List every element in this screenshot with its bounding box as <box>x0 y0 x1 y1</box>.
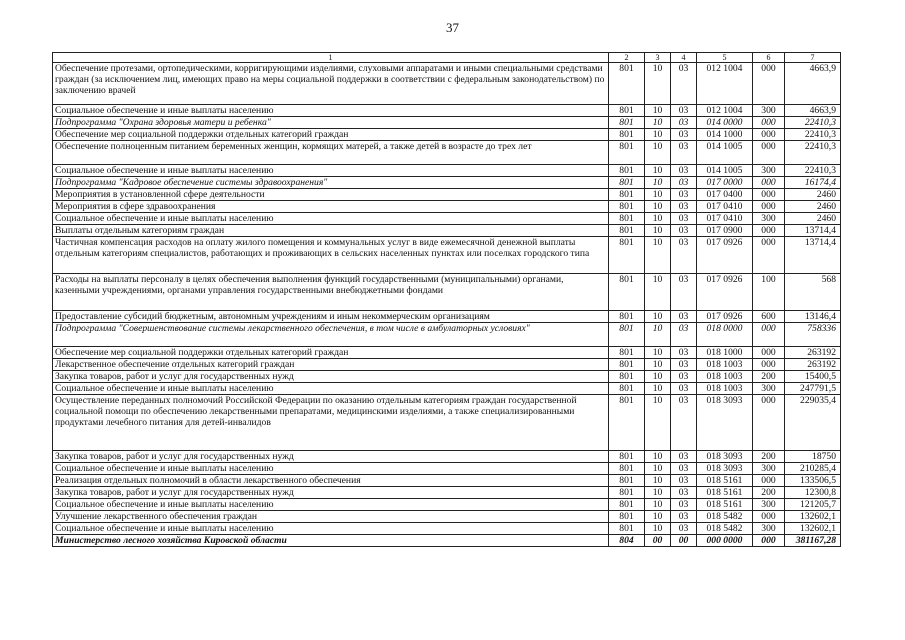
section-cell: 10 <box>645 371 671 383</box>
row-name-cell: Социальное обеспечение и иные выплаты населению <box>53 213 609 225</box>
expense-type-cell: 000 <box>753 63 785 105</box>
amount-cell: 13714,4 <box>785 225 841 237</box>
expense-type-cell: 300 <box>753 463 785 475</box>
page-number: 37 <box>446 20 459 35</box>
amount-cell: 4663,9 <box>785 63 841 105</box>
amount-cell: 22410,3 <box>785 129 841 141</box>
target-article-cell: 017 0926 <box>697 311 753 323</box>
subsection-cell: 03 <box>671 499 697 511</box>
target-article-cell: 018 1000 <box>697 347 753 359</box>
row-name-cell: Лекарственное обеспечение отдельных категорий граждан <box>53 359 609 371</box>
table-row <box>53 141 841 165</box>
column-number: 2 <box>609 53 645 63</box>
column-number: 7 <box>785 53 841 63</box>
table-row <box>53 371 841 383</box>
expense-type-cell: 000 <box>753 511 785 523</box>
target-article-cell: 017 0410 <box>697 213 753 225</box>
table-row <box>53 323 841 347</box>
expense-type-cell: 000 <box>753 141 785 165</box>
expense-type-cell: 300 <box>753 105 785 117</box>
amount-cell: 132602,1 <box>785 511 841 523</box>
expense-type-cell: 600 <box>753 311 785 323</box>
section-cell: 10 <box>645 189 671 201</box>
subsection-cell: 03 <box>671 311 697 323</box>
expense-type-cell: 000 <box>753 323 785 347</box>
amount-cell: 121205,7 <box>785 499 841 511</box>
row-name-cell: Улучшение лекарственного обеспечения граждан <box>53 511 609 523</box>
table-row <box>53 451 841 463</box>
amount-cell: 15400,5 <box>785 371 841 383</box>
amount-cell: 22410,3 <box>785 165 841 177</box>
expense-type-cell: 000 <box>753 117 785 129</box>
amount-cell: 4663,9 <box>785 105 841 117</box>
expense-type-cell: 200 <box>753 487 785 499</box>
row-name-cell: Закупка товаров, работ и услуг для государственных нужд <box>53 371 609 383</box>
target-article-cell: 018 5482 <box>697 523 753 535</box>
section-cell: 10 <box>645 165 671 177</box>
row-name-cell: Социальное обеспечение и иные выплаты населению <box>53 105 609 117</box>
code-cell: 801 <box>609 323 645 347</box>
target-article-cell: 014 1005 <box>697 165 753 177</box>
expense-type-cell: 000 <box>753 535 785 547</box>
section-cell: 10 <box>645 225 671 237</box>
code-cell: 801 <box>609 475 645 487</box>
code-cell: 801 <box>609 359 645 371</box>
section-cell: 10 <box>645 117 671 129</box>
target-article-cell: 012 1004 <box>697 105 753 117</box>
row-name-cell: Подпрограмма "Совершенствование системы лекарственного обеспечения, в том числе в амбулаторных условиях" <box>53 323 609 347</box>
row-name-cell: Закупка товаров, работ и услуг для государственных нужд <box>53 451 609 463</box>
target-article-cell: 017 0926 <box>697 274 753 311</box>
amount-cell: 13146,4 <box>785 311 841 323</box>
row-name-cell: Частичная компенсация расходов на оплату жилого помещения и коммунальных услуг в виде ежемесячной денежной выплаты отдельным категориям специалистов, работающих и проживающих в сельских населенных пунктах или поселках городского типа <box>53 237 609 274</box>
row-name-cell: Обеспечение мер социальной поддержки отдельных категорий граждан <box>53 347 609 359</box>
section-cell: 10 <box>645 311 671 323</box>
section-cell: 10 <box>645 487 671 499</box>
expense-type-cell: 200 <box>753 371 785 383</box>
table-row <box>53 117 841 129</box>
code-cell: 801 <box>609 63 645 105</box>
row-name-cell: Подпрограмма "Охрана здоровья матери и ребенка" <box>53 117 609 129</box>
section-cell: 10 <box>645 463 671 475</box>
target-article-cell: 018 5161 <box>697 499 753 511</box>
table-row <box>53 463 841 475</box>
table-row <box>53 225 841 237</box>
section-cell: 10 <box>645 213 671 225</box>
subsection-cell: 03 <box>671 105 697 117</box>
column-number: 6 <box>753 53 785 63</box>
table-row <box>53 311 841 323</box>
target-article-cell: 018 3093 <box>697 395 753 451</box>
table-row <box>53 475 841 487</box>
subsection-cell: 03 <box>671 201 697 213</box>
amount-cell: 18750 <box>785 451 841 463</box>
expense-type-cell: 000 <box>753 475 785 487</box>
subsection-cell: 03 <box>671 213 697 225</box>
subsection-cell: 03 <box>671 371 697 383</box>
table-row <box>53 274 841 311</box>
section-cell: 10 <box>645 177 671 189</box>
target-article-cell: 018 3093 <box>697 451 753 463</box>
section-cell: 10 <box>645 201 671 213</box>
table-row <box>53 523 841 535</box>
row-name-cell: Социальное обеспечение и иные выплаты населению <box>53 523 609 535</box>
table-row <box>53 395 841 451</box>
table-row <box>53 213 841 225</box>
target-article-cell: 014 1005 <box>697 141 753 165</box>
subsection-cell: 03 <box>671 523 697 535</box>
amount-cell: 2460 <box>785 189 841 201</box>
section-cell: 10 <box>645 383 671 395</box>
amount-cell: 22410,3 <box>785 117 841 129</box>
section-cell: 10 <box>645 141 671 165</box>
row-name-cell: Социальное обеспечение и иные выплаты населению <box>53 499 609 511</box>
subsection-cell: 03 <box>671 189 697 201</box>
section-cell: 10 <box>645 395 671 451</box>
section-cell: 10 <box>645 274 671 311</box>
table-row <box>53 189 841 201</box>
column-number: 3 <box>645 53 671 63</box>
code-cell: 801 <box>609 213 645 225</box>
section-cell: 10 <box>645 105 671 117</box>
subsection-cell: 03 <box>671 117 697 129</box>
row-name-cell: Закупка товаров, работ и услуг для государственных нужд <box>53 487 609 499</box>
section-cell: 10 <box>645 451 671 463</box>
amount-cell: 12300,8 <box>785 487 841 499</box>
row-name-cell: Министерство лесного хозяйства Кировской области <box>53 535 609 547</box>
section-cell: 10 <box>645 499 671 511</box>
subsection-cell: 03 <box>671 451 697 463</box>
row-name-cell: Обеспечение протезами, ортопедическими, корригирующими изделиями, слуховыми аппаратами и иными специальными средствами граждан (за исключением лиц, имеющих право на меры социальной поддержки в соответствии с федеральным законодательством) по заключению врачей <box>53 63 609 105</box>
code-cell: 801 <box>609 523 645 535</box>
expense-type-cell: 300 <box>753 499 785 511</box>
code-cell: 801 <box>609 165 645 177</box>
row-name-cell: Социальное обеспечение и иные выплаты населению <box>53 383 609 395</box>
row-name-cell: Обеспечение мер социальной поддержки отдельных категорий граждан <box>53 129 609 141</box>
amount-cell: 13714,4 <box>785 237 841 274</box>
target-article-cell: 017 0410 <box>697 201 753 213</box>
target-article-cell: 014 0000 <box>697 117 753 129</box>
target-article-cell: 018 1003 <box>697 359 753 371</box>
target-article-cell: 018 1003 <box>697 371 753 383</box>
target-article-cell: 018 3093 <box>697 463 753 475</box>
code-cell: 801 <box>609 487 645 499</box>
subsection-cell: 03 <box>671 463 697 475</box>
table-row <box>53 499 841 511</box>
section-cell: 10 <box>645 359 671 371</box>
budget-table <box>52 52 841 547</box>
code-cell: 801 <box>609 177 645 189</box>
subsection-cell: 03 <box>671 63 697 105</box>
subsection-cell: 03 <box>671 383 697 395</box>
target-article-cell: 018 5161 <box>697 475 753 487</box>
subsection-cell: 03 <box>671 395 697 451</box>
code-cell: 801 <box>609 141 645 165</box>
expense-type-cell: 300 <box>753 165 785 177</box>
table-row <box>53 487 841 499</box>
target-article-cell: 018 0000 <box>697 323 753 347</box>
row-name-cell: Предоставление субсидий бюджетным, автономным учреждениям и иным некоммерческим организациям <box>53 311 609 323</box>
code-cell: 801 <box>609 105 645 117</box>
subsection-cell: 03 <box>671 475 697 487</box>
code-cell: 801 <box>609 371 645 383</box>
section-cell: 10 <box>645 511 671 523</box>
target-article-cell: 014 1000 <box>697 129 753 141</box>
subsection-cell: 03 <box>671 165 697 177</box>
target-article-cell: 012 1004 <box>697 63 753 105</box>
target-article-cell: 018 5161 <box>697 487 753 499</box>
code-cell: 801 <box>609 189 645 201</box>
table-row <box>53 347 841 359</box>
column-number: 5 <box>697 53 753 63</box>
amount-cell: 381167,28 <box>785 535 841 547</box>
subsection-cell: 03 <box>671 359 697 371</box>
subsection-cell: 03 <box>671 347 697 359</box>
target-article-cell: 018 5482 <box>697 511 753 523</box>
expense-type-cell: 000 <box>753 395 785 451</box>
table-row <box>53 383 841 395</box>
amount-cell: 16174,4 <box>785 177 841 189</box>
table-row <box>53 237 841 274</box>
subsection-cell: 03 <box>671 225 697 237</box>
code-cell: 801 <box>609 463 645 475</box>
subsection-cell: 03 <box>671 237 697 274</box>
target-article-cell: 018 1003 <box>697 383 753 395</box>
code-cell: 801 <box>609 347 645 359</box>
amount-cell: 263192 <box>785 347 841 359</box>
column-number-row <box>53 53 841 63</box>
table-row <box>53 165 841 177</box>
subsection-cell: 00 <box>671 535 697 547</box>
amount-cell: 568 <box>785 274 841 311</box>
expense-type-cell: 000 <box>753 359 785 371</box>
code-cell: 801 <box>609 451 645 463</box>
code-cell: 801 <box>609 117 645 129</box>
target-article-cell: 017 0926 <box>697 237 753 274</box>
table-row <box>53 201 841 213</box>
code-cell: 801 <box>609 383 645 395</box>
expense-type-cell: 300 <box>753 523 785 535</box>
amount-cell: 758336 <box>785 323 841 347</box>
code-cell: 801 <box>609 395 645 451</box>
expense-type-cell: 200 <box>753 451 785 463</box>
expense-type-cell: 000 <box>753 177 785 189</box>
subsection-cell: 03 <box>671 487 697 499</box>
amount-cell: 22410,3 <box>785 141 841 165</box>
row-name-cell: Мероприятия в сфере здравоохранения <box>53 201 609 213</box>
section-cell: 10 <box>645 347 671 359</box>
target-article-cell: 017 0400 <box>697 189 753 201</box>
code-cell: 801 <box>609 274 645 311</box>
expense-type-cell: 300 <box>753 213 785 225</box>
amount-cell: 2460 <box>785 213 841 225</box>
target-article-cell: 017 0900 <box>697 225 753 237</box>
expense-type-cell: 300 <box>753 383 785 395</box>
section-cell: 10 <box>645 237 671 274</box>
code-cell: 801 <box>609 129 645 141</box>
expense-type-cell: 000 <box>753 201 785 213</box>
table-row <box>53 105 841 117</box>
row-name-cell: Социальное обеспечение и иные выплаты населению <box>53 165 609 177</box>
subsection-cell: 03 <box>671 141 697 165</box>
table-row <box>53 359 841 371</box>
code-cell: 801 <box>609 499 645 511</box>
expense-type-cell: 000 <box>753 237 785 274</box>
table-row <box>53 535 841 547</box>
table-row <box>53 511 841 523</box>
row-name-cell: Социальное обеспечение и иные выплаты населению <box>53 463 609 475</box>
subsection-cell: 03 <box>671 323 697 347</box>
target-article-cell: 017 0000 <box>697 177 753 189</box>
column-number: 1 <box>53 53 609 63</box>
code-cell: 801 <box>609 511 645 523</box>
code-cell: 804 <box>609 535 645 547</box>
section-cell: 10 <box>645 323 671 347</box>
code-cell: 801 <box>609 237 645 274</box>
row-name-cell: Осуществление переданных полномочий Российской Федерации по оказанию отдельным категориям граждан государственной социальной помощи по обеспечению лекарственными препаратами, медицинскими изделиями, а также специализированными продуктами лечебного питания для детей-инвалидов <box>53 395 609 451</box>
amount-cell: 263192 <box>785 359 841 371</box>
code-cell: 801 <box>609 225 645 237</box>
row-name-cell: Расходы на выплаты персоналу в целях обеспечения выполнения функций государственными (муниципальными) органами, казенными учреждениями, органами управления государственными внебюджетными фондами <box>53 274 609 311</box>
table-row <box>53 177 841 189</box>
expense-type-cell: 000 <box>753 347 785 359</box>
subsection-cell: 03 <box>671 129 697 141</box>
subsection-cell: 03 <box>671 177 697 189</box>
amount-cell: 132602,1 <box>785 523 841 535</box>
section-cell: 10 <box>645 63 671 105</box>
column-number: 4 <box>671 53 697 63</box>
expense-type-cell: 100 <box>753 274 785 311</box>
code-cell: 801 <box>609 311 645 323</box>
table-row <box>53 129 841 141</box>
subsection-cell: 03 <box>671 511 697 523</box>
section-cell: 10 <box>645 523 671 535</box>
table-body <box>53 63 841 547</box>
row-name-cell: Подпрограмма "Кадровое обеспечение системы здравоохранения" <box>53 177 609 189</box>
subsection-cell: 03 <box>671 274 697 311</box>
row-name-cell: Обеспечение полноценным питанием беременных женщин, кормящих матерей, а также детей в возрасте до трех лет <box>53 141 609 165</box>
section-cell: 10 <box>645 129 671 141</box>
row-name-cell: Выплаты отдельным категориям граждан <box>53 225 609 237</box>
code-cell: 801 <box>609 201 645 213</box>
row-name-cell: Реализация отдельных полномочий в области лекарственного обеспечения <box>53 475 609 487</box>
amount-cell: 229035,4 <box>785 395 841 451</box>
table-row <box>53 63 841 105</box>
expense-type-cell: 000 <box>753 129 785 141</box>
row-name-cell: Мероприятия в установленной сфере деятельности <box>53 189 609 201</box>
amount-cell: 247791,5 <box>785 383 841 395</box>
section-cell: 00 <box>645 535 671 547</box>
amount-cell: 2460 <box>785 201 841 213</box>
section-cell: 10 <box>645 475 671 487</box>
amount-cell: 210285,4 <box>785 463 841 475</box>
target-article-cell: 000 0000 <box>697 535 753 547</box>
amount-cell: 133506,5 <box>785 475 841 487</box>
expense-type-cell: 000 <box>753 225 785 237</box>
expense-type-cell: 000 <box>753 189 785 201</box>
